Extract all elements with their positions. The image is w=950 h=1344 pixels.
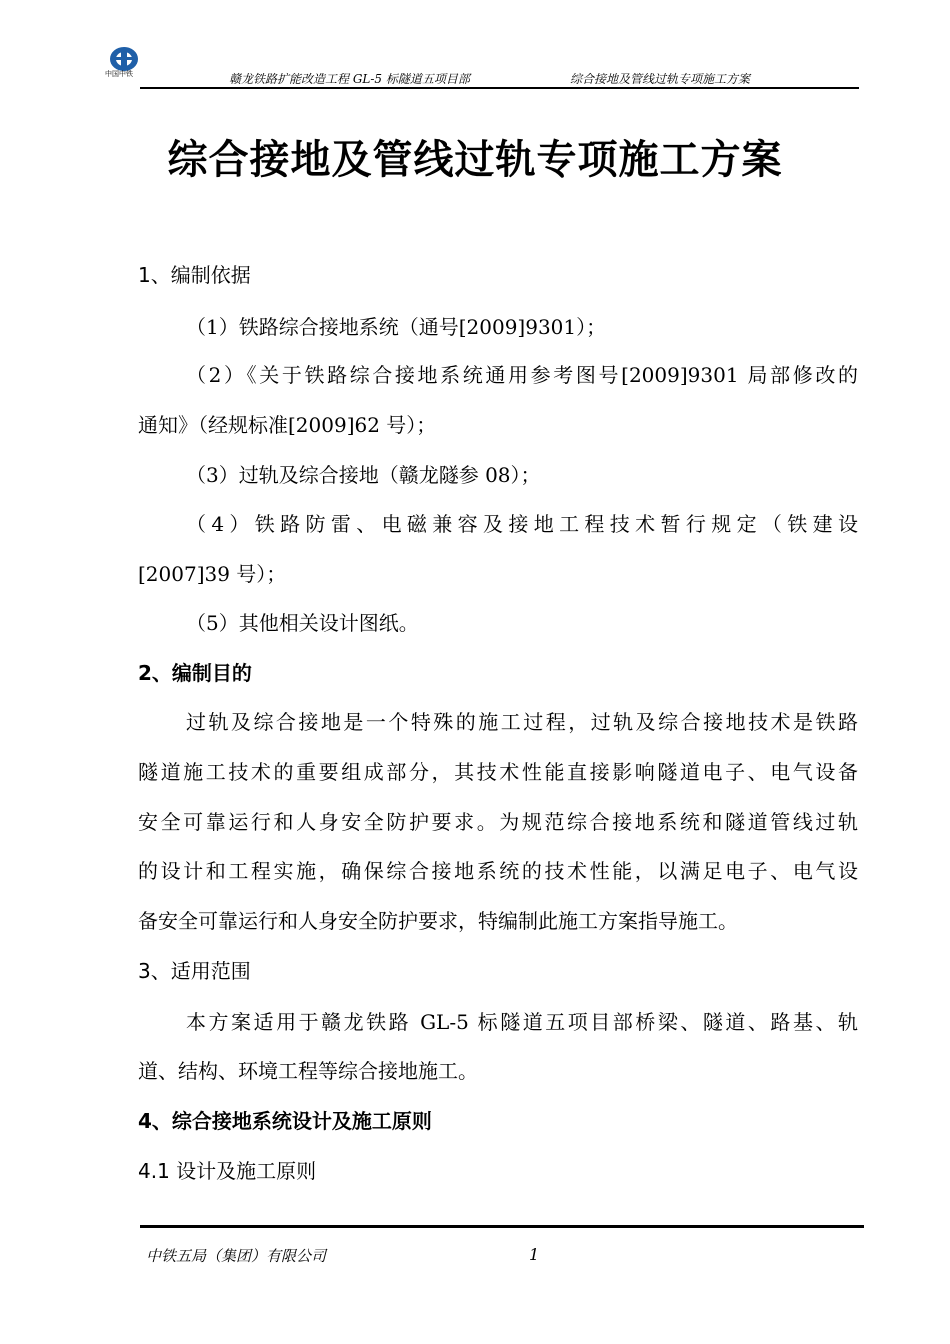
purpose-line-5: 备安全可靠运行和人身安全防护要求，特编制此施工方案指导施工。 xyxy=(138,909,738,933)
purpose-line-4: 的设计和工程实施，确保综合接地系统的技术性能，以满足电子、电气设 xyxy=(138,859,858,883)
page-title: 综合接地及管线过轨专项施工方案 xyxy=(167,137,783,183)
scope-line-1: 本方案适用于赣龙铁路 GL-5 标隧道五项目部桥梁、隧道、路基、轨 xyxy=(186,1010,858,1034)
purpose-line-1: 过轨及综合接地是一个特殊的施工过程，过轨及综合接地技术是铁路 xyxy=(186,710,858,734)
footer-company: 中铁五局（集团）有限公司 xyxy=(146,1247,327,1265)
header-divider xyxy=(140,87,859,89)
section-4-1-heading: 4.1 设计及施工原则 xyxy=(138,1159,317,1183)
basis-item-2: （2）《关于铁路综合接地系统通用参考图号[2009]9301 局部修改的 xyxy=(186,363,858,387)
purpose-line-2: 隧道施工技术的重要组成部分，其技术性能直接影响隧道电子、电气设备 xyxy=(138,760,858,784)
section-3-heading: 3、适用范围 xyxy=(138,959,251,983)
basis-item-5: （5）其他相关设计图纸。 xyxy=(186,611,419,635)
section-2-heading: 2、编制目的 xyxy=(138,661,252,685)
page-number: 1 xyxy=(529,1245,540,1264)
basis-item-3: （3）过轨及综合接地（赣龙隧参 08）； xyxy=(186,463,541,487)
scope-line-2: 道、结构、环境工程等综合接地施工。 xyxy=(138,1059,478,1083)
section-1-heading: 1、编制依据 xyxy=(138,263,251,287)
section-4-heading: 4、综合接地系统设计及施工原则 xyxy=(138,1109,432,1133)
header-document-name: 综合接地及管线过轨专项施工方案 xyxy=(570,72,751,86)
basis-item-4: （4）铁路防雷、电磁兼容及接地工程技术暂行规定（铁建设 xyxy=(186,512,858,536)
header-project-name: 赣龙铁路扩能改造工程 GL-5 标隧道五项目部 xyxy=(229,72,470,86)
basis-item-4-cont: [2007]39 号）； xyxy=(138,562,287,586)
logo-text: 中国中铁 xyxy=(105,70,133,78)
purpose-line-3: 安全可靠运行和人身安全防护要求。为规范综合接地系统和隧道管线过轨 xyxy=(138,810,858,834)
basis-item-2-cont: 通知》（经规标准[2009]62 号）； xyxy=(138,413,437,437)
basis-item-1: （1）铁路综合接地系统（通号[2009]9301）； xyxy=(186,315,607,339)
footer-divider xyxy=(140,1225,864,1228)
